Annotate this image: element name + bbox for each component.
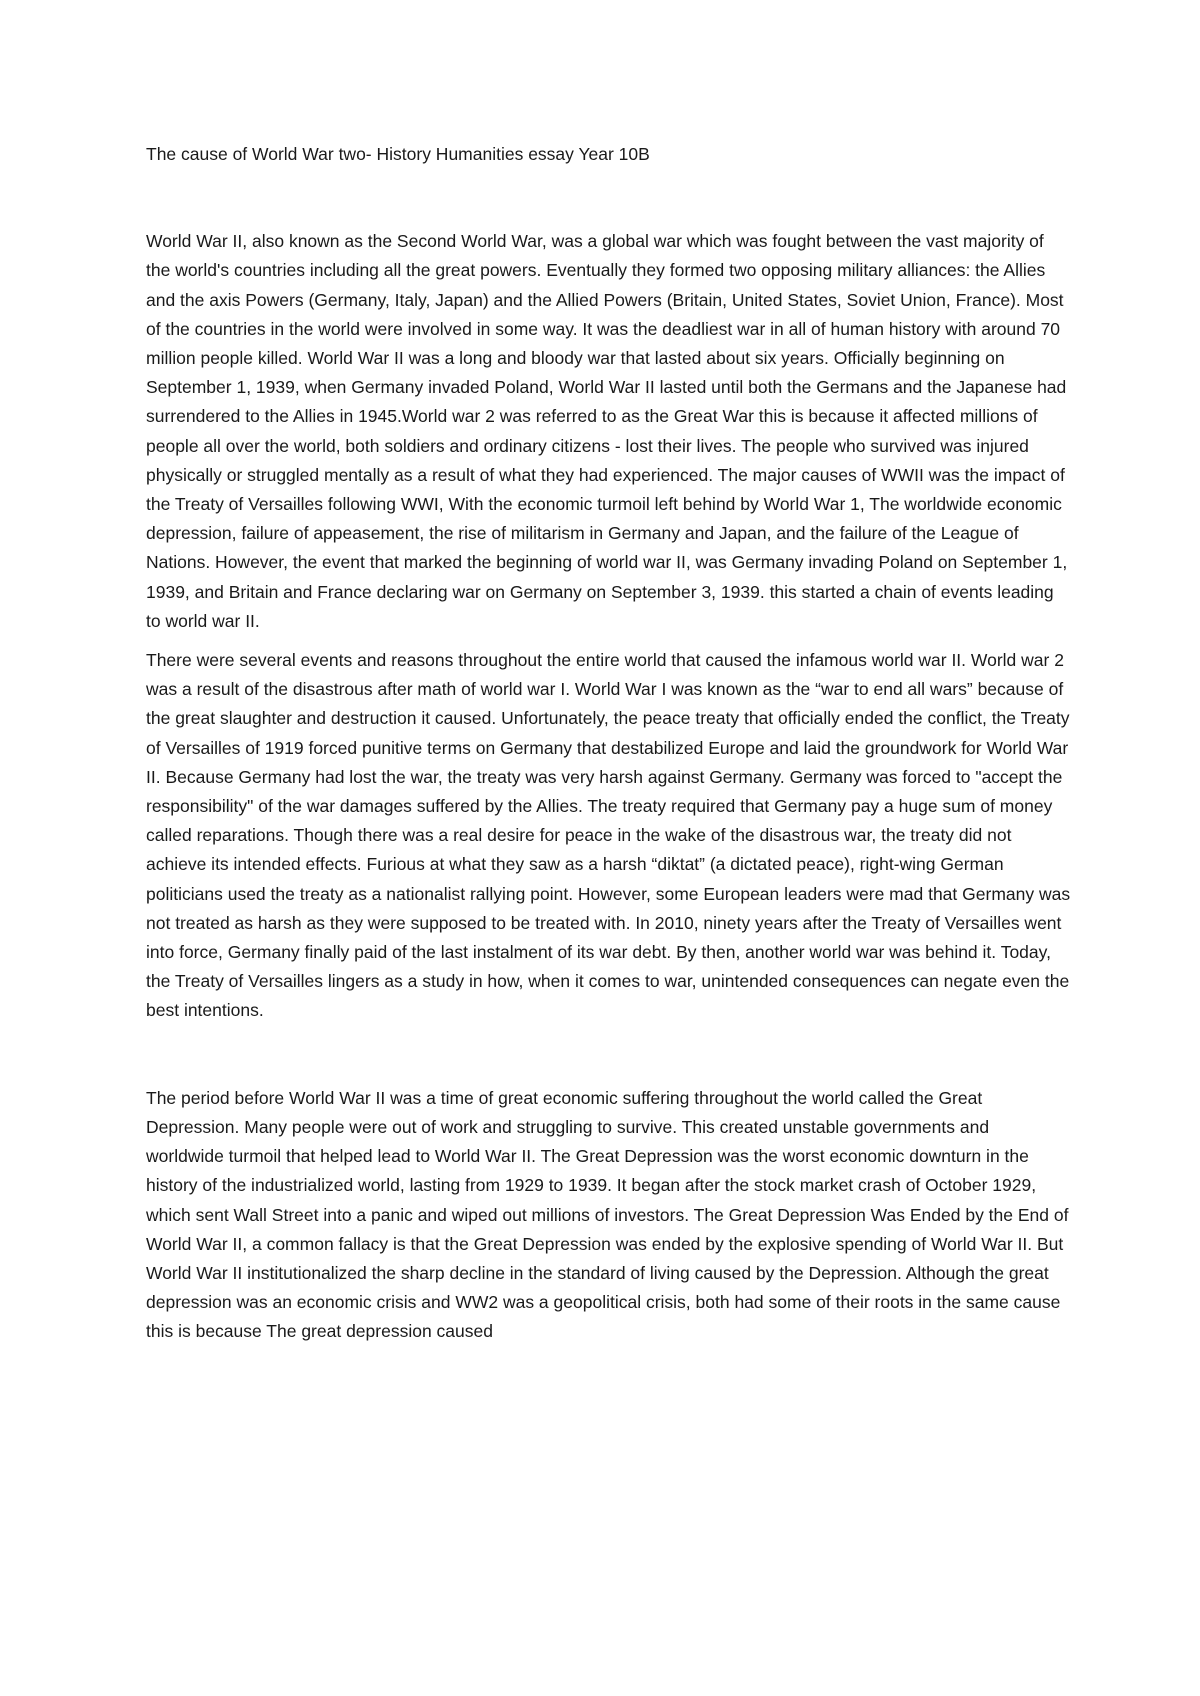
paragraph-intro: World War II, also known as the Second World War, was a global war which was fought between the vast majority of the world's countries including all the great powers. Eventually they formed two opposing military alliances: the Allies and the axis Powers (Germany, Italy, Japan) and the Allied Powers (Britain, United States, Soviet Union, France). Most of the countries in the world were involved in some way. It was the deadliest war in all of human history with around 70 million people killed. World War II was a long and bloody war that lasted about six years. Officially beginning on September 1, 1939, when Germany invaded Poland, World War II lasted until both the Germans and the Japanese had surrendered to the Allies in 1945.World war 2 was referred to as the Great War this is because it affected millions of people all over the world, both soldiers and ordinary citizens - lost their lives. The people who survived was injured physically or struggled mentally as a result of what they had experienced. The major causes of WWII was the impact of the Treaty of Versailles following WWI, With the economic turmoil left behind by World War 1, The worldwide economic depression, failure of appeasement, the rise of militarism in Germany and Japan, and the failure of the League of Nations. However, the event that marked the beginning of world war II, was Germany invading Poland on September 1, 1939, and Britain and France declaring war on Germany on September 3, 1939. this started a chain of events leading to world war II. [146, 231, 1068, 631]
paragraph-great-depression: The period before World War II was a time of great economic suffering throughout the world called the Great Depression. Many people were out of work and struggling to survive. This created unstable governments and worldwide turmoil that helped lead to World War II. The Great Depression was the worst economic downturn in the history of the industrialized world, lasting from 1929 to 1939. It began after the stock market crash of October 1929, which sent Wall Street into a panic and wiped out millions of investors. The Great Depression Was Ended by the End of World War II, a common fallacy is that the Great Depression was ended by the explosive spending of World War II. But World War II institutionalized the sharp decline in the standard of living caused by the Depression. Although the great depression was an economic crisis and WW2 was a geopolitical crisis, both had some of their roots in the same cause this is because The great depression caused [146, 1087, 1069, 1342]
spacer [146, 1026, 1071, 1084]
spacer [146, 169, 1071, 227]
paragraph-treaty-of-versailles: There were several events and reasons throughout the entire world that caused the infamous world war II. World war 2 was a result of the disastrous after math of world war I. World War I was known as the “war to end all wars” because of the great slaughter and destruction it caused. Unfortunately, the peace treaty that officially ended the conflict, the Treaty of Versailles of 1919 forced punitive terms on Germany that destabilized Europe and laid the groundwork for World War II. Because Germany had lost the war, the treaty was very harsh against Germany. Germany was forced to "accept the responsibility" of the war damages suffered by the Allies. The treaty required that Germany pay a huge sum of money called reparations. Though there was a real desire for peace in the wake of the disastrous war, the treaty did not achieve its intended effects. Furious at what they saw as a harsh “diktat” (a dictated peace), right-wing German politicians used the treaty as a nationalist rallying point. However, some European leaders were mad that Germany was not treated as harsh as they were supposed to be treated with. In 2010, ninety years after the Treaty of Versailles went into force, Germany finally paid of the last instalment of its war debt. By then, another world war was behind it. Today, the Treaty of Versailles lingers as a study in how, when it comes to war, unintended consequences can negate even the best intentions. [146, 650, 1071, 1021]
spacer [146, 636, 1071, 646]
essay-body [146, 140, 1071, 1347]
essay-title: The cause of World War two- History Humanities essay Year 10B [146, 144, 650, 164]
